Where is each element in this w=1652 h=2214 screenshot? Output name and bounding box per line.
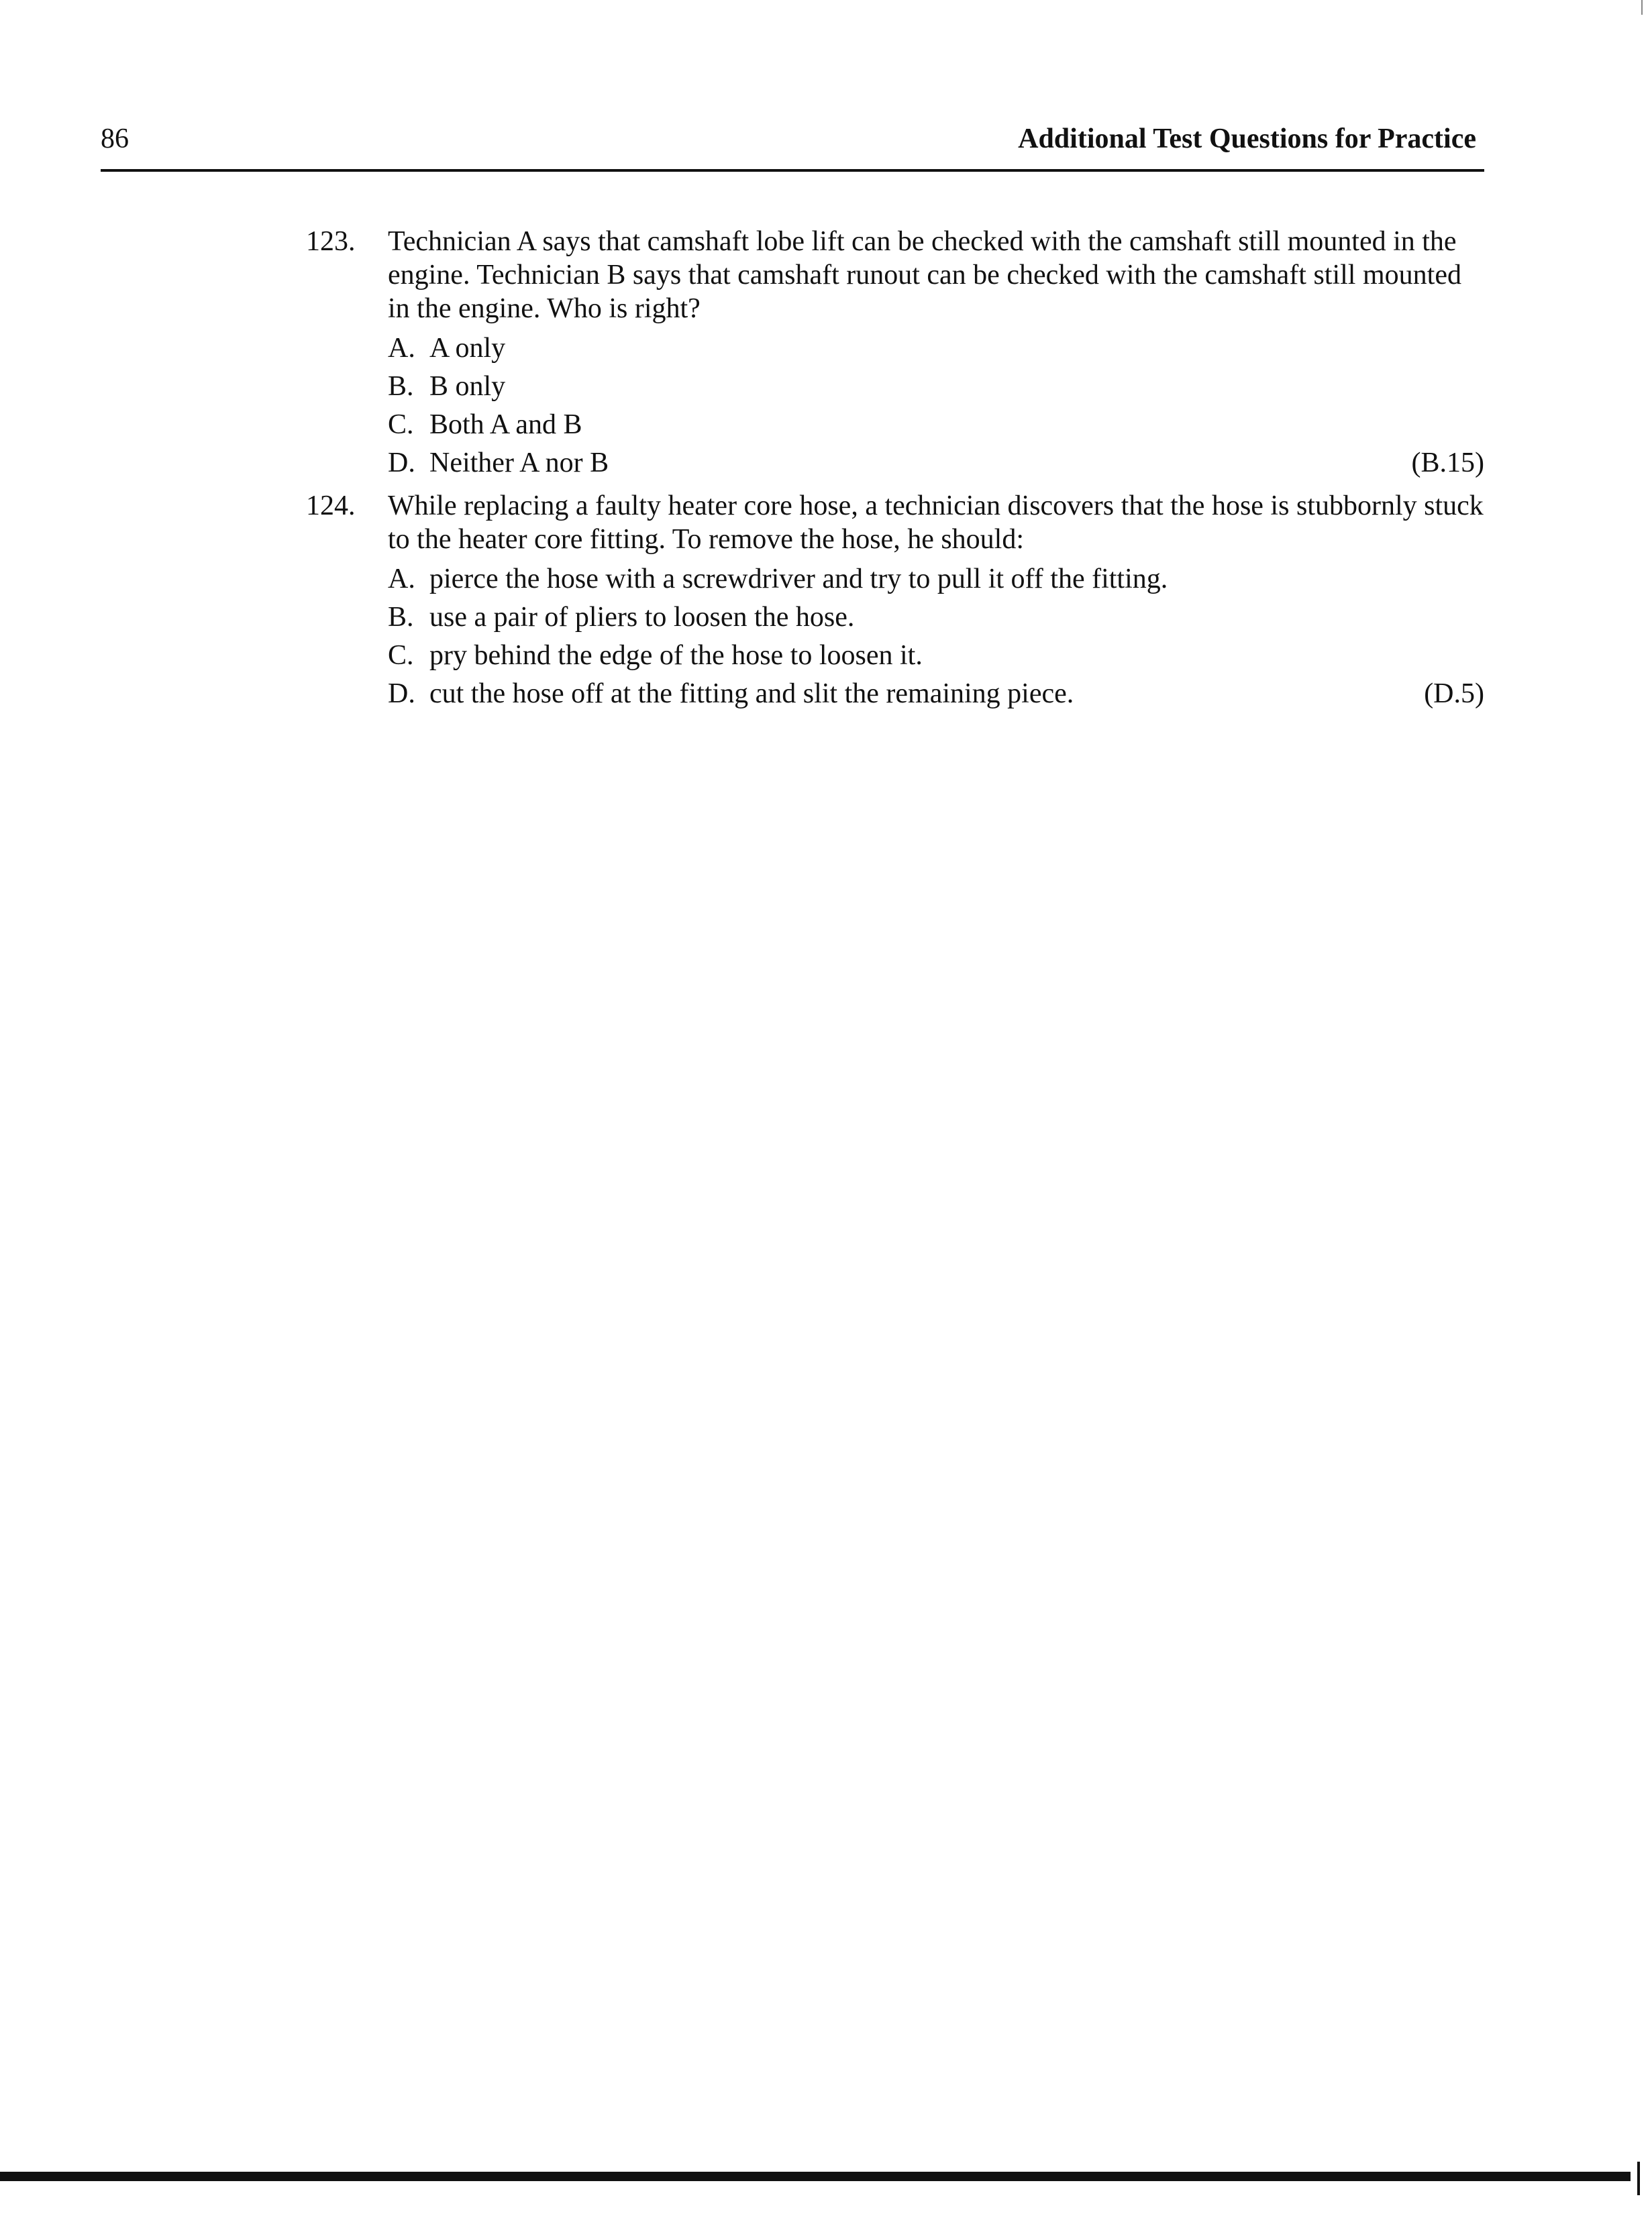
choice-letter: D. <box>388 678 415 709</box>
question-124 <box>306 489 1484 713</box>
page-number: 86 <box>101 123 129 154</box>
choice-letter: C. <box>388 409 414 440</box>
choice-b <box>388 598 1484 637</box>
question-list <box>306 225 1484 720</box>
question-number: 124. <box>306 490 356 521</box>
answer-choices <box>388 329 1484 482</box>
running-head-title: Additional Test Questions for Practice <box>1018 123 1476 154</box>
choice-letter: C. <box>388 640 414 671</box>
choice-b <box>388 368 1484 406</box>
question-stem: Technician A says that camshaft lobe lift can be checked with the camshaft still mounted in the engine. Technician B says that camshaft runout can be checked with the camshaft still mounted in the engine. Who is right? <box>388 226 1461 324</box>
choice-letter: A. <box>388 333 415 364</box>
choice-text: Neither A nor B <box>429 447 609 478</box>
question-123 <box>306 225 1484 482</box>
scan-edge-mark <box>1641 0 1643 15</box>
choice-a <box>388 560 1484 598</box>
footer-edge-mark <box>1637 2162 1640 2195</box>
footer-rule <box>0 2172 1631 2181</box>
choice-text: pry behind the edge of the hose to loosen it. <box>429 640 923 671</box>
choice-a <box>388 329 1484 368</box>
choice-text: pierce the hose with a screwdriver and try to pull it off the fitting. <box>429 564 1168 594</box>
choice-letter: B. <box>388 602 414 633</box>
choice-c <box>388 406 1484 444</box>
choice-d <box>388 444 1484 482</box>
choice-text: A only <box>429 333 506 364</box>
choice-text: use a pair of pliers to loosen the hose. <box>429 602 855 633</box>
task-reference: (B.15) <box>1411 447 1484 478</box>
choice-letter: D. <box>388 447 415 478</box>
choice-text: B only <box>429 371 506 402</box>
choice-c <box>388 637 1484 675</box>
task-reference: (D.5) <box>1424 678 1484 709</box>
choice-letter: B. <box>388 371 414 402</box>
question-number: 123. <box>306 226 356 257</box>
choice-d <box>388 675 1484 713</box>
choice-text: Both A and B <box>429 409 582 440</box>
choice-letter: A. <box>388 564 415 594</box>
answer-choices <box>388 560 1484 713</box>
choice-text: cut the hose off at the fitting and slit the remaining piece. <box>429 678 1074 709</box>
header-rule <box>101 169 1484 172</box>
question-stem: While replacing a faulty heater core hose, a technician discovers that the hose is stubbornly stuck to the heater core fitting. To remove the hose, he should: <box>388 490 1484 555</box>
